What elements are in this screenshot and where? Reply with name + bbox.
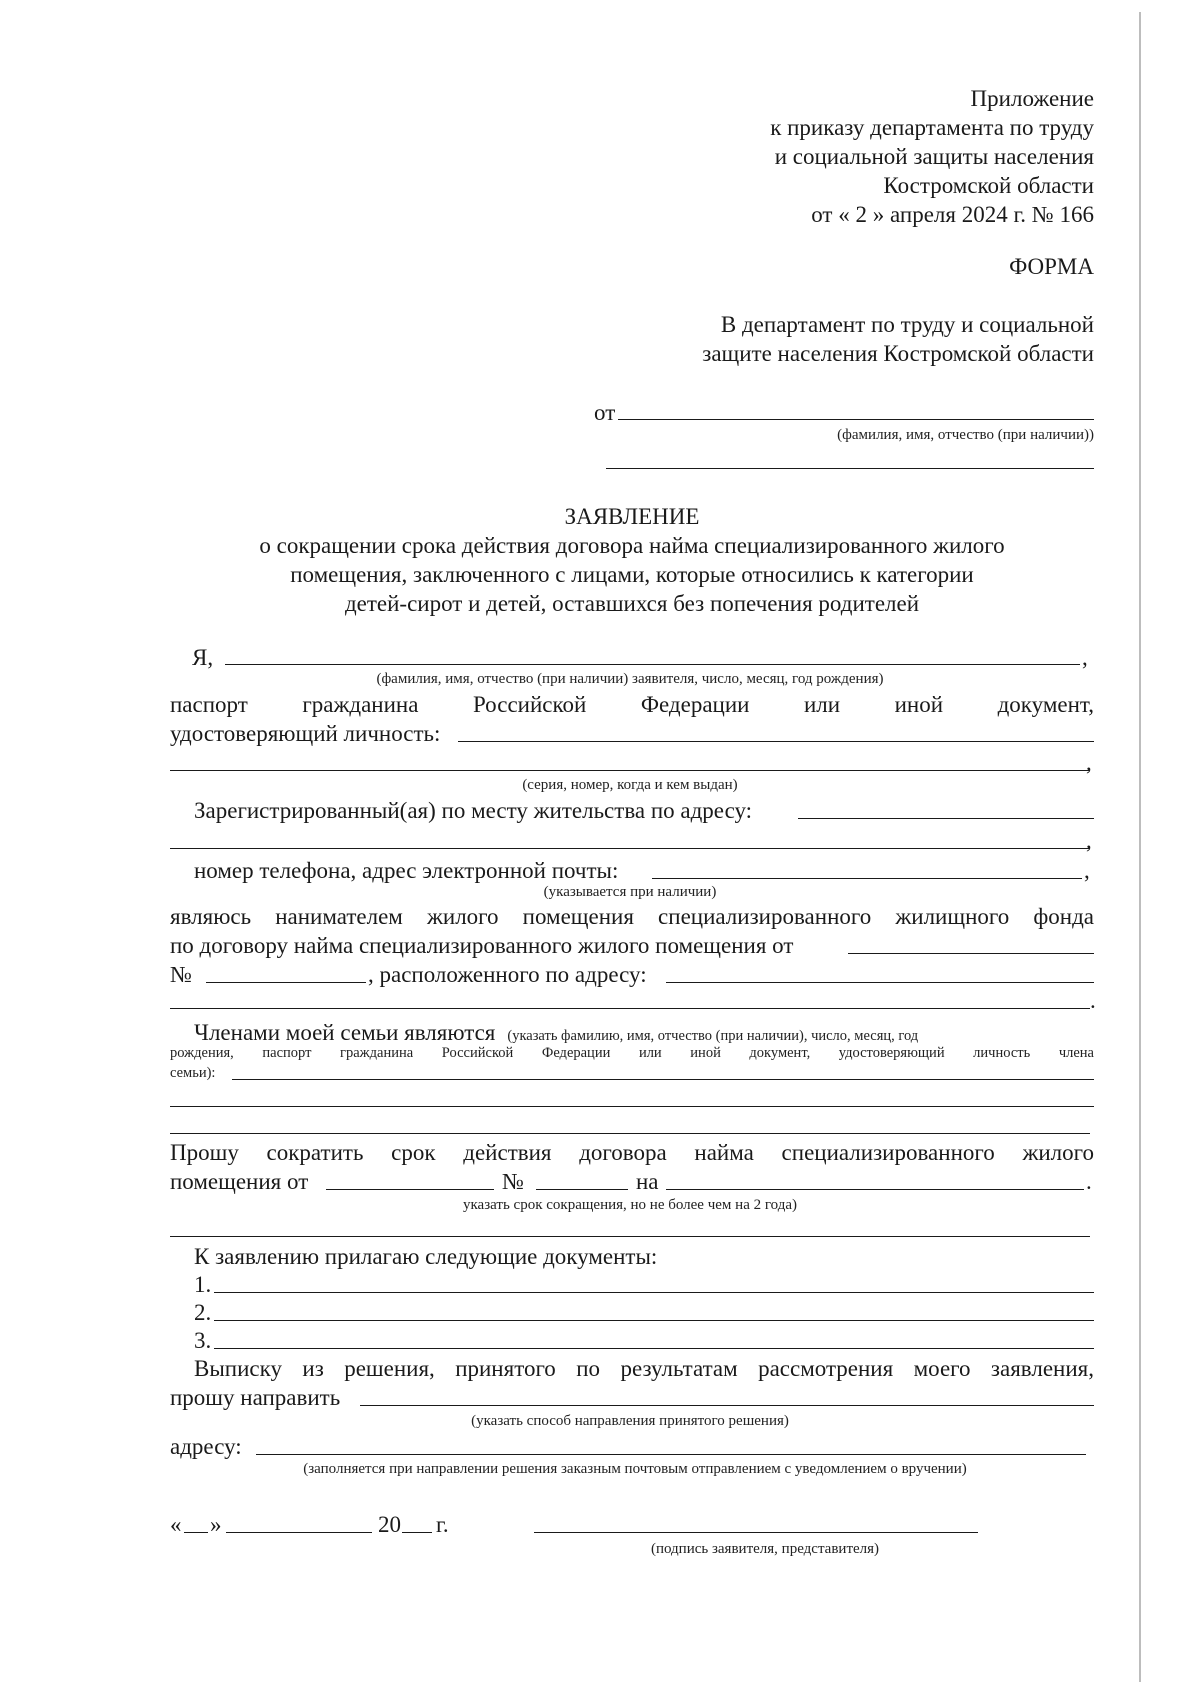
subtitle-line: помещения, заключенного с лицами, которые относились к категории (290, 562, 974, 587)
year-suffix: г. (436, 1512, 449, 1537)
addressee-block (560, 310, 1094, 368)
from-label: от (594, 400, 616, 425)
form-label: ФОРМА (1009, 254, 1094, 279)
statement-subtitle (170, 531, 1094, 618)
registration-address-field[interactable] (798, 818, 1094, 819)
from-hint: (фамилия, имя, отчество (при наличии)) (837, 427, 1094, 443)
addressee-line: В департамент по труду и социальной (720, 312, 1094, 337)
passport-word: Российской (472, 692, 587, 717)
request-line-1: Прошу сократить срок действия договора найма специализированного жилого (170, 1140, 1094, 1165)
date-close: » (210, 1512, 222, 1537)
contract-date-field[interactable] (848, 953, 1094, 954)
identity-label: удостоверяющий личность: (170, 721, 441, 746)
extract-line-2: прошу направить (170, 1385, 341, 1410)
comma: , (1086, 750, 1092, 775)
family-hint-3: семьи): (170, 1065, 216, 1081)
attach-item-3-field[interactable] (214, 1348, 1094, 1349)
request-on-label: на (636, 1169, 659, 1194)
from-name-field[interactable] (618, 419, 1094, 420)
passport-word: Федерации (640, 692, 750, 717)
request-number-field[interactable] (536, 1189, 628, 1190)
i-label: Я, (192, 645, 214, 670)
passport-hint: (серия, номер, когда и кем выдан) (522, 777, 738, 793)
from-extra-field[interactable] (606, 468, 1094, 469)
number-sign: № (170, 962, 192, 987)
attach-label: К заявлению прилагаю следующие документы: (194, 1244, 658, 1269)
located-label: , расположенного по адресу: (368, 962, 647, 987)
family-first-line (194, 1018, 1094, 1047)
decision-delivery-field[interactable] (360, 1405, 1094, 1406)
date-day-field[interactable] (184, 1532, 208, 1533)
attach-item-1-field[interactable] (214, 1292, 1094, 1293)
appendix-line: Приложение (970, 86, 1094, 111)
request-from-label: помещения от (170, 1169, 309, 1194)
dwelling-address-field-2[interactable] (170, 1008, 1090, 1009)
tenant-line-2: по договору найма специализированного жилого помещения от (170, 933, 794, 958)
attach-item-2-field[interactable] (214, 1320, 1094, 1321)
signature-field[interactable] (534, 1532, 978, 1533)
passport-word: документ, (997, 692, 1094, 717)
family-hint-1: (указать фамилию, имя, отчество (при наличии), число, месяц, год (507, 1028, 919, 1044)
delivery-address-field[interactable] (256, 1454, 1086, 1455)
reduction-term-field[interactable] (666, 1189, 1084, 1190)
signature-hint: (подпись заявителя, представителя) (650, 1541, 880, 1557)
address-label: адресу: (170, 1434, 242, 1459)
identity-document-field-2[interactable] (170, 770, 1090, 771)
period: . (1090, 988, 1096, 1013)
date-month-field[interactable] (226, 1532, 372, 1533)
family-members-field-2[interactable] (170, 1106, 1094, 1107)
passport-word: гражданина (302, 692, 419, 717)
applicant-name-field[interactable] (225, 664, 1080, 665)
comma: , (1086, 828, 1092, 853)
request-extra-field[interactable] (170, 1236, 1090, 1237)
scan-page-edge (1139, 12, 1141, 1682)
attach-item-3-label: 3. (194, 1328, 212, 1353)
addressee-line: защите населения Костромской области (702, 341, 1094, 366)
phone-hint: (указывается при наличии) (543, 884, 717, 900)
dwelling-address-field[interactable] (666, 982, 1094, 983)
appendix-block (600, 84, 1094, 229)
passport-line (170, 690, 1094, 719)
phone-email-field[interactable] (652, 878, 1082, 879)
tenant-line-1: являюсь нанимателем жилого помещения специализированного жилищного фонда (170, 904, 1094, 929)
attach-item-1-label: 1. (194, 1272, 212, 1297)
number-sign: № (502, 1169, 524, 1194)
family-lead: Членами моей семьи являются (194, 1020, 496, 1045)
family-members-field-3[interactable] (170, 1133, 1090, 1134)
subtitle-line: детей-сирот и детей, оставшихся без попечения родителей (344, 591, 920, 616)
contract-number-field[interactable] (206, 982, 366, 983)
extract-hint: (указать способ направления принятого решения) (471, 1413, 789, 1429)
applicant-hint: (фамилия, имя, отчество (при наличии) заявителя, число, месяц, год рождения) (376, 671, 884, 687)
period: . (1086, 1169, 1092, 1194)
comma: , (1084, 858, 1090, 883)
identity-document-field[interactable] (458, 741, 1094, 742)
registered-label: Зарегистрированный(ая) по месту жительства по адресу: (194, 798, 753, 823)
statement-title: ЗАЯВЛЕНИЕ (564, 504, 700, 529)
year-prefix: 20 (378, 1512, 401, 1537)
attach-item-2-label: 2. (194, 1300, 212, 1325)
passport-word: или (803, 692, 841, 717)
subtitle-line: о сокращении срока действия договора найма специализированного жилого (259, 533, 1005, 558)
phone-label: номер телефона, адрес электронной почты: (194, 858, 619, 883)
comma: , (1082, 645, 1088, 670)
passport-word: иной (894, 692, 944, 717)
registration-address-field-2[interactable] (170, 848, 1090, 849)
family-hint-2: рождения, паспорт гражданина Российской Федерации или иной документ, удостоверяющий личность члена (170, 1045, 1094, 1061)
request-hint: указать срок сокращения, но не более чем на 2 года) (463, 1197, 797, 1213)
extract-line-1: Выписку из решения, принятого по результатам рассмотрения моего заявления, (194, 1356, 1094, 1381)
address-hint: (заполняется при направлении решения заказным почтовым отправлением с уведомлением о вручении) (303, 1461, 967, 1477)
appendix-line: от « 2 » апреля 2024 г. № 166 (811, 202, 1094, 227)
date-open: « (170, 1512, 182, 1537)
passport-word: паспорт (170, 692, 248, 717)
appendix-line: и социальной защиты населения (774, 144, 1094, 169)
appendix-line: Костромской области (883, 173, 1094, 198)
date-year-field[interactable] (402, 1532, 432, 1533)
request-date-field[interactable] (326, 1189, 494, 1190)
appendix-line: к приказу департамента по труду (770, 115, 1094, 140)
family-members-field[interactable] (232, 1079, 1094, 1080)
